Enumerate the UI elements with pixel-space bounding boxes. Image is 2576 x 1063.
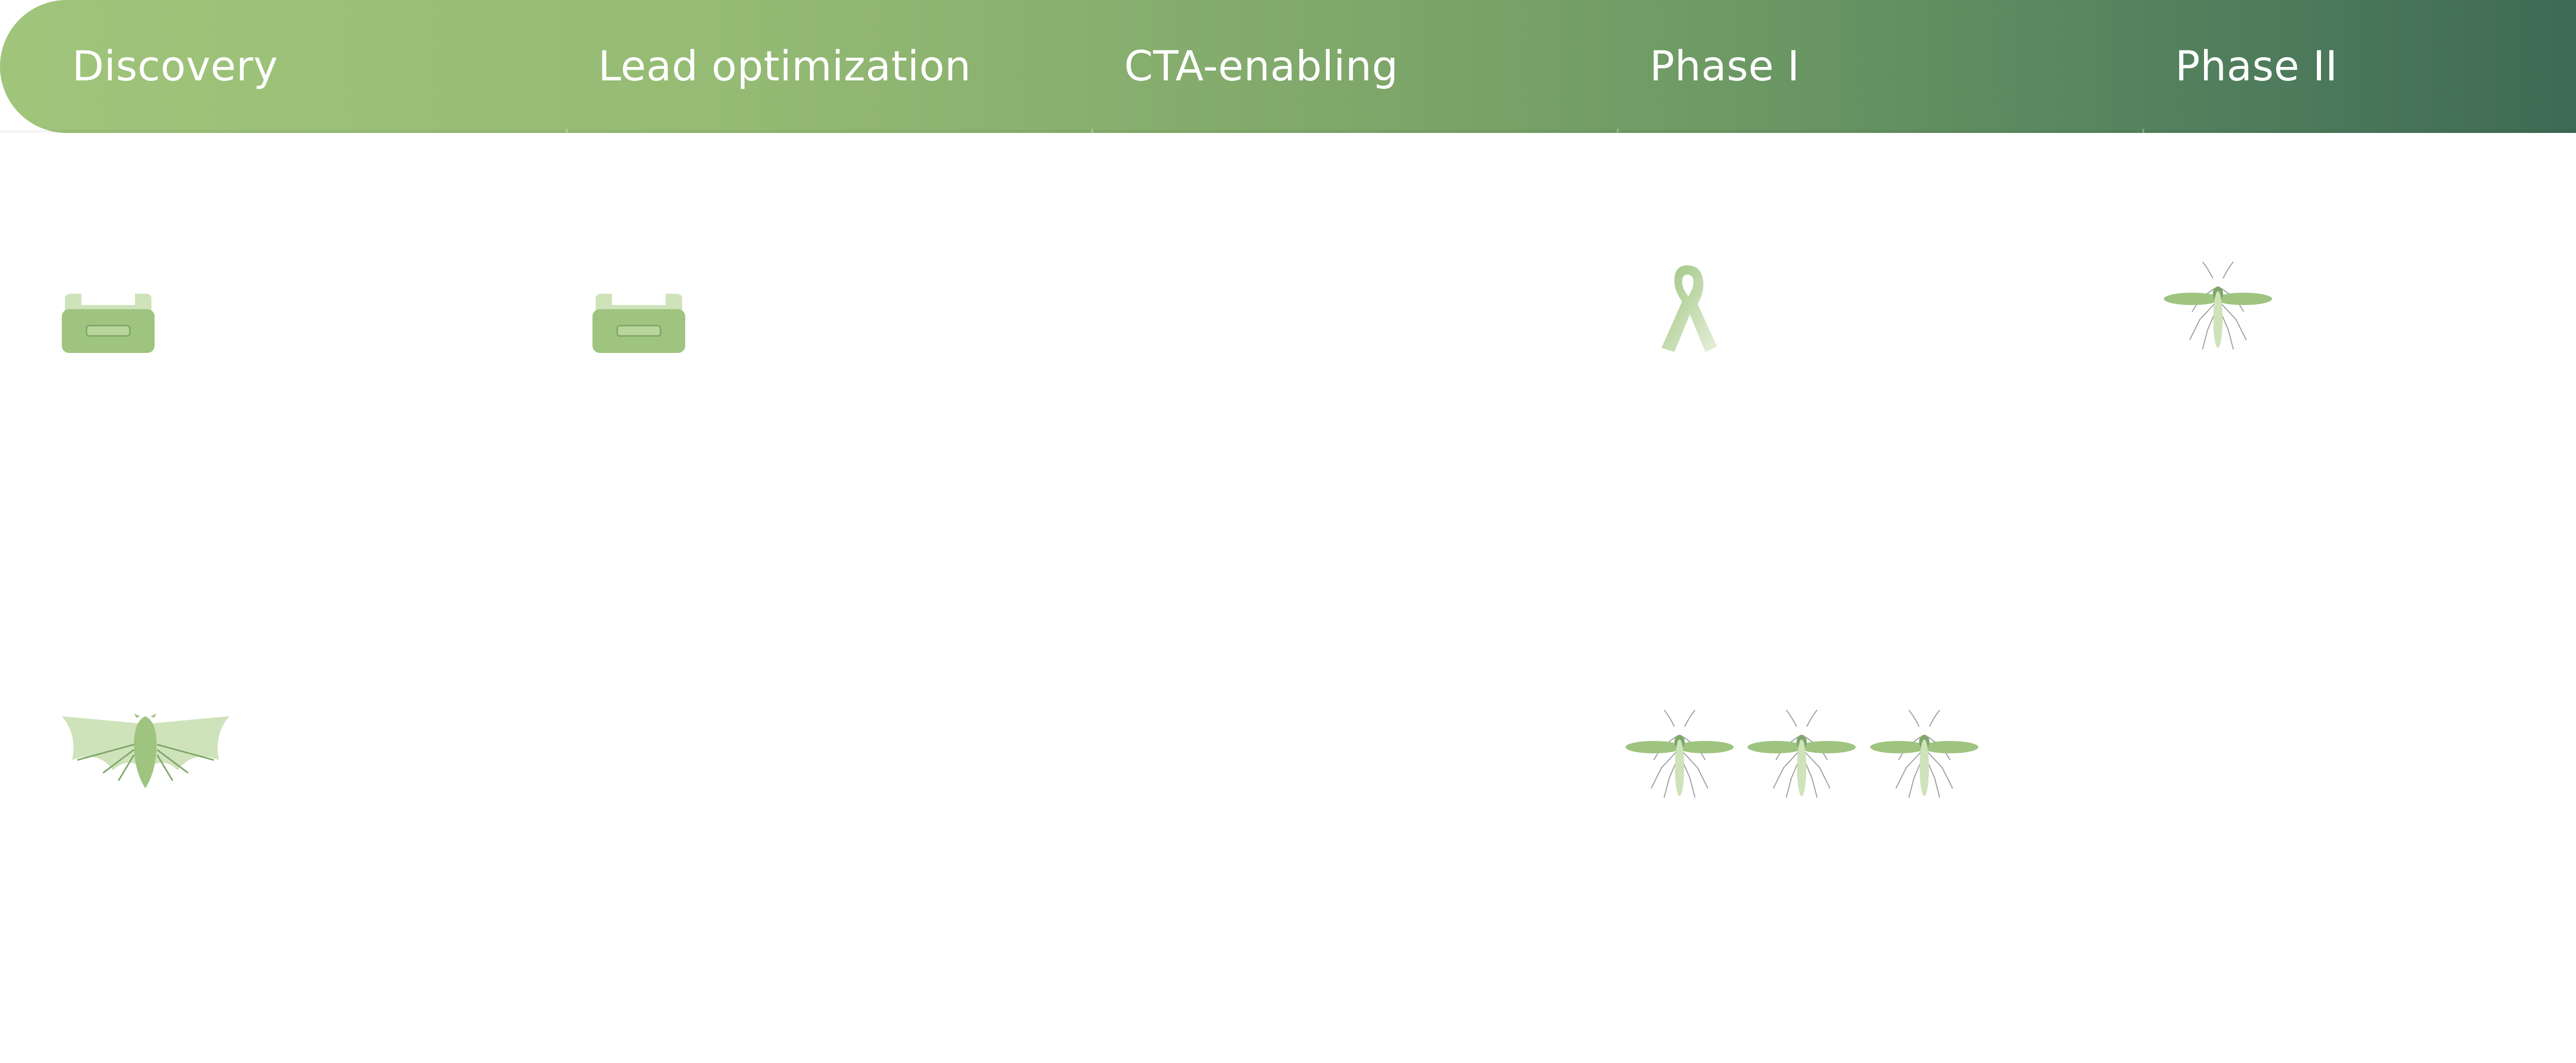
phase-label-lead-optimization: Lead optimization — [598, 42, 971, 90]
tray-icon — [592, 294, 685, 353]
column-divider — [566, 129, 568, 135]
phase-label-phase-2: Phase II — [2175, 42, 2338, 90]
awareness-ribbon-icon — [1651, 260, 1723, 353]
tray-icon — [62, 294, 155, 353]
column-divider — [1617, 129, 1619, 135]
phase-label-discovery: Discovery — [72, 42, 278, 90]
bat-icon — [57, 714, 234, 791]
phase-label-cta-enabling: CTA-enabling — [1124, 42, 1399, 90]
mosquito-icon — [2164, 258, 2272, 353]
column-divider — [1091, 129, 1093, 135]
mosquito-icon — [1625, 706, 1734, 801]
pipeline-header-bar — [0, 0, 2576, 133]
mosquito-icon — [1870, 706, 1978, 801]
column-divider — [2142, 129, 2144, 135]
phase-label-phase-1: Phase I — [1650, 42, 1800, 90]
mosquito-icon — [1748, 706, 1856, 801]
